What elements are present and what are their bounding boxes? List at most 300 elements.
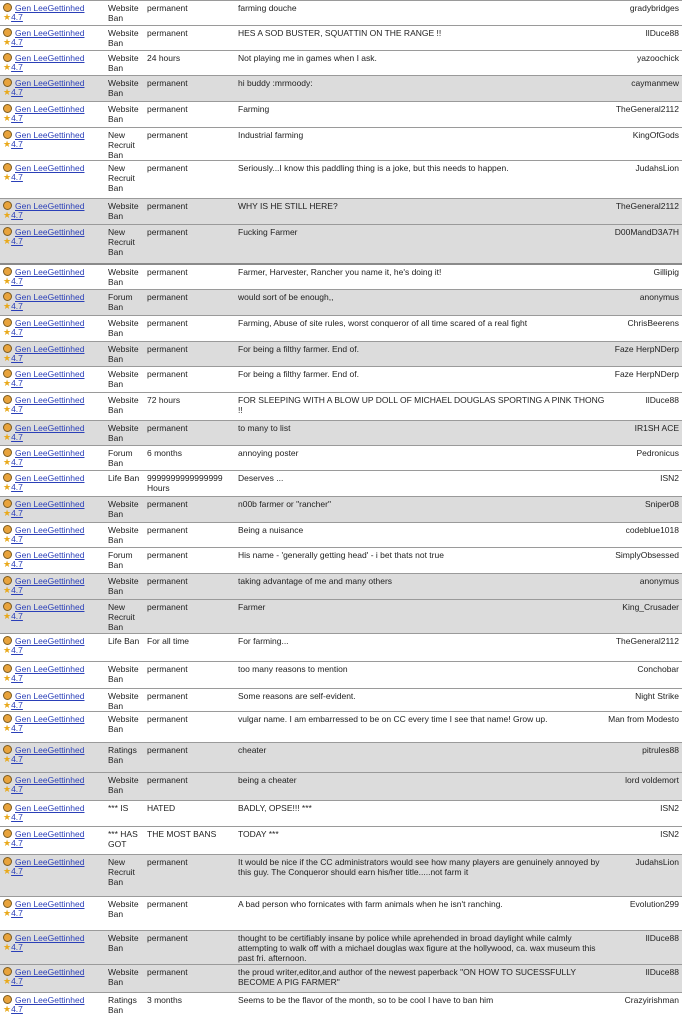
ban-type: Ratings Ban (108, 745, 137, 765)
user-avatar-icon (3, 53, 12, 62)
user-rating[interactable] (3, 140, 103, 149)
ban-type: Website Ban (108, 344, 139, 364)
user-avatar-icon (3, 803, 12, 812)
ban-row (0, 573, 682, 599)
user-name-link[interactable]: Gen LeeGettinhed (15, 227, 85, 237)
ban-duration: permanent (147, 201, 188, 211)
star-icon: ★ (3, 172, 12, 182)
user-name-link[interactable]: Gen LeeGettinhed (15, 995, 85, 1005)
user-rating[interactable] (3, 277, 103, 286)
rating-value[interactable]: 4.7 (11, 172, 23, 182)
user-name-link[interactable]: Gen LeeGettinhed (15, 104, 85, 114)
rating-value[interactable]: 4.7 (11, 378, 23, 388)
ban-reason: thought to be certifiably insane by police while aprehended in broad daylight while calmly attempting to walk off with a michael douglas wax figure at the hollywood, ca. wax museum this past fri. afternoon. (238, 933, 596, 963)
user-name-link[interactable]: Gen LeeGettinhed (15, 499, 85, 509)
user-rating[interactable] (3, 114, 103, 123)
ban-row (0, 420, 682, 445)
user-name-link[interactable]: Gen LeeGettinhed (15, 829, 85, 839)
banned-by: Crazyirishman (624, 995, 679, 1005)
rating-value[interactable]: 4.7 (11, 700, 23, 710)
user-cell (3, 933, 103, 952)
user-rating[interactable] (3, 755, 103, 764)
user-avatar-icon (3, 473, 12, 482)
ban-type: Website Ban (108, 267, 139, 287)
user-name-link[interactable]: Gen LeeGettinhed (15, 636, 85, 646)
user-rating[interactable] (3, 839, 103, 848)
user-rating[interactable] (3, 458, 103, 467)
user-cell (3, 3, 103, 22)
banned-by: Pedronicus (636, 448, 679, 458)
ban-reason: the proud writer,editor,and author of the newest paperback "ON HOW TO SUCESSFULLY BECOME A PIG FARMER" (238, 967, 576, 987)
ban-row (0, 445, 682, 470)
user-rating[interactable] (3, 701, 103, 710)
rating-value[interactable]: 4.7 (11, 12, 23, 22)
ban-type: Website Ban (108, 576, 139, 596)
star-icon: ★ (3, 236, 12, 246)
user-cell (3, 473, 103, 492)
ban-row (0, 496, 682, 522)
ban-type: Website Ban (108, 395, 139, 415)
ban-duration: permanent (147, 318, 188, 328)
rating-value[interactable]: 4.7 (11, 210, 23, 220)
rating-value[interactable]: 4.7 (11, 611, 23, 621)
ban-row (0, 289, 682, 315)
user-name-link[interactable]: Gen LeeGettinhed (15, 550, 85, 560)
user-rating[interactable] (3, 302, 103, 311)
ban-reason: too many reasons to mention (238, 664, 348, 674)
ban-reason: farming douche (238, 3, 297, 13)
ban-duration: HATED (147, 803, 176, 813)
ban-row (0, 800, 682, 826)
star-icon: ★ (3, 62, 12, 72)
ban-row (0, 661, 682, 688)
ban-type: Website Ban (108, 967, 139, 987)
user-rating[interactable] (3, 724, 103, 733)
star-icon: ★ (3, 611, 12, 621)
rating-value[interactable]: 4.7 (11, 812, 23, 822)
user-rating[interactable] (3, 13, 103, 22)
ban-type: Website Ban (108, 691, 139, 711)
banned-by: gradybridges (629, 3, 679, 13)
ban-type: Website Ban (108, 933, 139, 953)
banned-by: IR1SH ACE (634, 423, 679, 433)
banned-by: ISN2 (660, 803, 679, 813)
ban-duration: 6 months (147, 448, 182, 458)
user-name-link[interactable]: Gen LeeGettinhed (15, 201, 85, 211)
user-name-link[interactable]: Gen LeeGettinhed (15, 803, 85, 813)
ban-reason: For being a filthy farmer. End of. (238, 369, 359, 379)
star-icon: ★ (3, 353, 12, 363)
banned-by: Faze HerpNDerp (614, 344, 679, 354)
banned-by: JudahsLion (635, 163, 679, 173)
rating-value[interactable]: 4.7 (11, 62, 23, 72)
user-rating[interactable] (3, 88, 103, 97)
user-rating[interactable] (3, 405, 103, 414)
rating-value[interactable]: 4.7 (11, 37, 23, 47)
user-name-link[interactable]: Gen LeeGettinhed (15, 344, 85, 354)
rating-value[interactable]: 4.7 (11, 236, 23, 246)
user-avatar-icon (3, 602, 12, 611)
rating-value[interactable]: 4.7 (11, 559, 23, 569)
ban-reason: It would be nice if the CC administrators would see how many players are genuinely annoyed by this guy. The Conqueror should earn his/her title.....not farm it (238, 857, 600, 877)
user-avatar-icon (3, 3, 12, 12)
ban-reason: cheater (238, 745, 267, 755)
rating-value[interactable]: 4.7 (11, 482, 23, 492)
star-icon: ★ (3, 585, 12, 595)
ban-row (0, 160, 682, 198)
ban-reason: FOR SLEEPING WITH A BLOW UP DOLL OF MICHAEL DOUGLAS SPORTING A PINK THONG !! (238, 395, 605, 415)
user-avatar-icon (3, 344, 12, 353)
user-avatar-icon (3, 525, 12, 534)
banned-by: TheGeneral2112 (615, 201, 679, 211)
ban-type: Website Ban (108, 3, 139, 23)
star-icon: ★ (3, 673, 12, 683)
ban-reason: vulgar name. I am embarressed to be on CC every time I see that name! Grow up. (238, 714, 548, 724)
ban-duration: permanent (147, 369, 188, 379)
rating-value[interactable]: 4.7 (11, 784, 23, 794)
banned-by: anonymus (639, 576, 679, 586)
user-cell (3, 550, 103, 569)
star-icon: ★ (3, 37, 12, 47)
banned-by: anonymus (639, 292, 679, 302)
rating-value[interactable]: 4.7 (11, 276, 23, 286)
ban-duration: permanent (147, 499, 188, 509)
ban-duration: permanent (147, 267, 188, 277)
user-name-link[interactable]: Gen LeeGettinhed (15, 775, 85, 785)
ban-row (0, 826, 682, 854)
star-icon: ★ (3, 645, 12, 655)
rating-value[interactable]: 4.7 (11, 942, 23, 952)
banned-by: Gillipig (653, 267, 679, 277)
user-name-link[interactable]: Gen LeeGettinhed (15, 395, 85, 405)
rating-value[interactable]: 4.7 (11, 534, 23, 544)
rating-value[interactable]: 4.7 (11, 908, 23, 918)
ban-row (0, 772, 682, 800)
banned-by: Faze HerpNDerp (614, 369, 679, 379)
banned-by: Night Strike (635, 691, 679, 701)
ban-row (0, 198, 682, 224)
ban-reason: For being a filthy farmer. End of. (238, 344, 359, 354)
ban-reason: would sort of be enough,, (238, 292, 334, 302)
ban-duration: permanent (147, 3, 188, 13)
ban-reason: hi buddy :mrmoody: (238, 78, 313, 88)
user-name-link[interactable]: Gen LeeGettinhed (15, 163, 85, 173)
user-avatar-icon (3, 292, 12, 301)
user-cell (3, 104, 103, 123)
user-cell (3, 525, 103, 544)
user-avatar-icon (3, 163, 12, 172)
user-avatar-icon (3, 664, 12, 673)
user-cell (3, 995, 103, 1014)
star-icon: ★ (3, 942, 12, 952)
user-avatar-icon (3, 227, 12, 236)
ban-duration: 72 hours (147, 395, 181, 405)
ban-row (0, 470, 682, 496)
user-avatar-icon (3, 104, 12, 113)
user-name-link[interactable]: Gen LeeGettinhed (15, 967, 85, 977)
user-name-link[interactable]: Gen LeeGettinhed (15, 130, 85, 140)
banned-by: SimplyObsessed (615, 550, 679, 560)
ban-reason: A bad person who fornicates with farm animals when he isn't ranching. (238, 899, 503, 909)
user-rating[interactable] (3, 943, 103, 952)
user-name-link[interactable]: Gen LeeGettinhed (15, 3, 85, 13)
user-rating[interactable] (3, 1005, 103, 1014)
ban-duration: permanent (147, 714, 188, 724)
user-rating[interactable] (3, 977, 103, 986)
rating-value[interactable]: 4.7 (11, 432, 23, 442)
banned-by: TheGeneral2112 (615, 636, 679, 646)
user-name-link[interactable]: Gen LeeGettinhed (15, 318, 85, 328)
ban-duration: permanent (147, 28, 188, 38)
ban-row (0, 127, 682, 160)
user-rating[interactable] (3, 813, 103, 822)
rating-value[interactable]: 4.7 (11, 723, 23, 733)
ban-reason: WHY IS HE STILL HERE? (238, 201, 338, 211)
ban-duration: permanent (147, 745, 188, 755)
user-name-link[interactable]: Gen LeeGettinhed (15, 28, 85, 38)
user-rating[interactable] (3, 586, 103, 595)
user-name-link[interactable]: Gen LeeGettinhed (15, 576, 85, 586)
rating-value[interactable]: 4.7 (11, 754, 23, 764)
ban-type: Website Ban (108, 525, 139, 545)
ban-reason: annoying poster (238, 448, 299, 458)
rating-value[interactable]: 4.7 (11, 976, 23, 986)
banned-by: yazoochick (636, 53, 679, 63)
ban-duration: permanent (147, 664, 188, 674)
user-cell (3, 163, 103, 182)
ban-type: Website Ban (108, 104, 139, 124)
user-name-link[interactable]: Gen LeeGettinhed (15, 857, 85, 867)
banned-by: King_Crusader (622, 602, 679, 612)
rating-value[interactable]: 4.7 (11, 301, 23, 311)
user-name-link[interactable]: Gen LeeGettinhed (15, 714, 85, 724)
user-rating[interactable] (3, 560, 103, 569)
ban-row (0, 25, 682, 50)
user-cell (3, 576, 103, 595)
ban-row (0, 599, 682, 633)
user-rating[interactable] (3, 63, 103, 72)
user-name-link[interactable]: Gen LeeGettinhed (15, 448, 85, 458)
user-cell (3, 28, 103, 47)
user-avatar-icon (3, 576, 12, 585)
ban-type: Website Ban (108, 775, 139, 795)
user-avatar-icon (3, 369, 12, 378)
user-rating[interactable] (3, 785, 103, 794)
ban-duration: permanent (147, 344, 188, 354)
ban-row (0, 75, 682, 101)
rating-value[interactable]: 4.7 (11, 866, 23, 876)
rating-value[interactable]: 4.7 (11, 139, 23, 149)
rating-value[interactable]: 4.7 (11, 508, 23, 518)
star-icon: ★ (3, 432, 12, 442)
user-name-link[interactable]: Gen LeeGettinhed (15, 899, 85, 909)
user-rating[interactable] (3, 173, 103, 182)
user-avatar-icon (3, 899, 12, 908)
user-rating[interactable] (3, 909, 103, 918)
rating-value[interactable]: 4.7 (11, 457, 23, 467)
user-name-link[interactable]: Gen LeeGettinhed (15, 933, 85, 943)
ban-type: Forum Ban (108, 448, 133, 468)
ban-duration: permanent (147, 292, 188, 302)
star-icon: ★ (3, 1004, 12, 1014)
banned-by: IlDuce88 (645, 28, 679, 38)
user-avatar-icon (3, 448, 12, 457)
ban-row (0, 688, 682, 711)
user-name-link[interactable]: Gen LeeGettinhed (15, 423, 85, 433)
rating-value[interactable]: 4.7 (11, 585, 23, 595)
user-name-link[interactable]: Gen LeeGettinhed (15, 745, 85, 755)
ban-reason: Seriously...I know this paddling thing is a joke, but this needs to happen. (238, 163, 509, 173)
user-cell (3, 369, 103, 388)
user-name-link[interactable]: Gen LeeGettinhed (15, 78, 85, 88)
user-avatar-icon (3, 995, 12, 1004)
rating-value[interactable]: 4.7 (11, 87, 23, 97)
user-cell (3, 714, 103, 733)
star-icon: ★ (3, 700, 12, 710)
user-cell (3, 803, 103, 822)
ban-type: New Recruit Ban (108, 602, 135, 632)
user-name-link[interactable]: Gen LeeGettinhed (15, 53, 85, 63)
user-rating[interactable] (3, 509, 103, 518)
ban-row (0, 224, 682, 263)
banned-by: IlDuce88 (645, 967, 679, 977)
user-cell (3, 857, 103, 876)
user-rating[interactable] (3, 379, 103, 388)
user-cell (3, 691, 103, 710)
ban-row (0, 633, 682, 661)
ban-row (0, 101, 682, 127)
ban-reason: Deserves ... (238, 473, 284, 483)
rating-value[interactable]: 4.7 (11, 353, 23, 363)
ban-row (0, 930, 682, 964)
rating-value[interactable]: 4.7 (11, 404, 23, 414)
star-icon: ★ (3, 139, 12, 149)
user-rating[interactable] (3, 328, 103, 337)
banned-by: IlDuce88 (645, 395, 679, 405)
user-name-link[interactable]: Gen LeeGettinhed (15, 602, 85, 612)
star-icon: ★ (3, 301, 12, 311)
ban-row (0, 854, 682, 896)
ban-reason: TODAY *** (238, 829, 279, 839)
ban-row (0, 992, 682, 1023)
ban-reason: Farmer, Harvester, Rancher you name it, he's doing it! (238, 267, 442, 277)
ban-duration: permanent (147, 691, 188, 701)
user-name-link[interactable]: Gen LeeGettinhed (15, 292, 85, 302)
user-name-link[interactable]: Gen LeeGettinhed (15, 691, 85, 701)
user-avatar-icon (3, 691, 12, 700)
user-rating[interactable] (3, 674, 103, 683)
user-cell (3, 267, 103, 286)
rating-value[interactable]: 4.7 (11, 645, 23, 655)
ban-row (0, 964, 682, 992)
user-cell (3, 745, 103, 764)
user-cell (3, 423, 103, 442)
user-rating[interactable] (3, 535, 103, 544)
user-avatar-icon (3, 775, 12, 784)
ban-duration: permanent (147, 130, 188, 140)
ban-duration: permanent (147, 104, 188, 114)
user-rating[interactable] (3, 237, 103, 246)
star-icon: ★ (3, 812, 12, 822)
user-name-link[interactable]: Gen LeeGettinhed (15, 369, 85, 379)
user-cell (3, 636, 103, 655)
ban-type: New Recruit Ban (108, 227, 135, 257)
star-icon: ★ (3, 559, 12, 569)
ban-duration: permanent (147, 525, 188, 535)
user-avatar-icon (3, 318, 12, 327)
ban-row (0, 263, 682, 289)
user-cell (3, 130, 103, 149)
user-cell (3, 775, 103, 794)
user-rating[interactable] (3, 38, 103, 47)
ban-reason: Farmer (238, 602, 266, 612)
ban-type: Forum Ban (108, 292, 133, 312)
ban-type: Website Ban (108, 714, 139, 734)
ban-type: *** HAS GOT (108, 829, 138, 849)
ban-type: New Recruit Ban (108, 130, 135, 160)
star-icon: ★ (3, 404, 12, 414)
ban-type: Website Ban (108, 78, 139, 98)
user-rating[interactable] (3, 354, 103, 363)
ban-type: Website Ban (108, 318, 139, 338)
ban-duration: permanent (147, 576, 188, 586)
ban-row (0, 547, 682, 573)
user-cell (3, 344, 103, 363)
ban-reason: Industrial farming (238, 130, 304, 140)
rating-value[interactable]: 4.7 (11, 327, 23, 337)
ban-type: Ratings Ban (108, 995, 137, 1015)
user-avatar-icon (3, 423, 12, 432)
user-avatar-icon (3, 933, 12, 942)
user-rating[interactable] (3, 483, 103, 492)
star-icon: ★ (3, 908, 12, 918)
user-avatar-icon (3, 499, 12, 508)
banned-by: IlDuce88 (645, 933, 679, 943)
user-name-link[interactable]: Gen LeeGettinhed (15, 664, 85, 674)
rating-value[interactable]: 4.7 (11, 113, 23, 123)
user-name-link[interactable]: Gen LeeGettinhed (15, 525, 85, 535)
user-cell (3, 829, 103, 848)
star-icon: ★ (3, 784, 12, 794)
ban-reason: HES A SOD BUSTER, SQUATTIN ON THE RANGE !! (238, 28, 442, 38)
ban-row (0, 742, 682, 772)
rating-value[interactable]: 4.7 (11, 838, 23, 848)
ban-reason: Seems to be the flavor of the month, so to be cool I have to ban him (238, 995, 494, 1005)
user-rating[interactable] (3, 433, 103, 442)
user-name-link[interactable]: Gen LeeGettinhed (15, 267, 85, 277)
star-icon: ★ (3, 482, 12, 492)
user-cell (3, 499, 103, 518)
user-rating[interactable] (3, 646, 103, 655)
user-name-link[interactable]: Gen LeeGettinhed (15, 473, 85, 483)
user-rating[interactable] (3, 867, 103, 876)
banned-by: D00MandD3A7H (614, 227, 679, 237)
banned-by: codeblue1018 (625, 525, 679, 535)
rating-value[interactable]: 4.7 (11, 1004, 23, 1014)
user-avatar-icon (3, 967, 12, 976)
user-rating[interactable] (3, 211, 103, 220)
user-avatar-icon (3, 78, 12, 87)
ban-type: Life Ban (108, 636, 140, 646)
star-icon: ★ (3, 210, 12, 220)
user-rating[interactable] (3, 612, 103, 621)
user-cell (3, 899, 103, 918)
star-icon: ★ (3, 508, 12, 518)
star-icon: ★ (3, 87, 12, 97)
ban-duration: 9999999999999999 Hours (147, 473, 223, 493)
star-icon: ★ (3, 976, 12, 986)
rating-value[interactable]: 4.7 (11, 673, 23, 683)
